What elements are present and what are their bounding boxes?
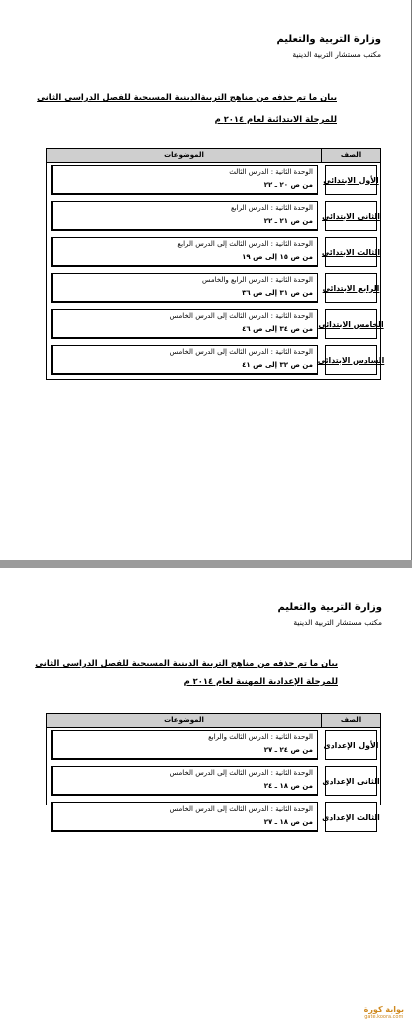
header-topics: الموضوعات (47, 714, 322, 727)
pages-line: من ص ٣٤ إلى ص ٤٦ (242, 325, 313, 333)
topics-cell (51, 165, 318, 195)
watermark-logo-text: بوابة كورة (363, 1005, 404, 1014)
document-subtitle: للمرحلة الابتدائية لعام ٢٠١٤ م (214, 114, 337, 124)
table-row (47, 764, 380, 799)
topics-cell (51, 802, 318, 832)
topic-line: الوحدة الثانية : الدرس الثالث إلى الدرس الخامس (169, 769, 313, 777)
pages-line: من ص ١٨ ـ ٢٧ (263, 818, 313, 826)
pages-line: من ص ١٥ إلى ص ١٩ (242, 253, 313, 261)
ministry-name: وزارة التربية والتعليم (277, 602, 382, 613)
curriculum-table (46, 713, 381, 826)
topics-cell (51, 730, 318, 760)
document-title: بيان ما تم حذفه من مناهج التربية الدينية المسيحية للفصل الدراسى الثانى (35, 658, 338, 668)
header-grade: الصف (340, 151, 362, 159)
document-subtitle: للمرحلة الإعدادية المهنية لعام ٢٠١٤ م (183, 676, 338, 686)
topic-line: الوحدة الثانية : الدرس الثالث إلى الدرس الخامس (169, 348, 313, 356)
table-row (47, 800, 380, 835)
office-name: مكتب مستشار التربية الدينية (292, 50, 381, 59)
topics-cell (51, 201, 318, 231)
header-topics: الموضوعات (47, 149, 322, 162)
table-row (47, 235, 380, 270)
table-row (47, 307, 384, 342)
site-watermark (364, 1005, 404, 1020)
pages-line: من ص ٣٢ إلى ص ٤١ (242, 361, 313, 369)
topic-line: الوحدة الثانية : الدرس الرابع والخامس (201, 276, 313, 284)
pages-line: من ص ٢٠ ـ ٢٢ (263, 181, 313, 189)
pages-line: من ص ٢١ ـ ٢٢ (263, 217, 313, 225)
grade-cell: السادس الابتدائى (325, 345, 377, 375)
table-row (47, 343, 385, 378)
table-header (47, 714, 380, 728)
grade-cell: الثانى الابتدائى (325, 201, 377, 231)
curriculum-table (46, 148, 385, 380)
grade-cell: الثانى الإعدادى (325, 766, 377, 796)
grade-cell: الثالث الابتدائى (325, 237, 377, 267)
ministry-name: وزارة التربية والتعليم (276, 34, 381, 45)
topic-line: الوحدة الثانية : الدرس الثالث إلى الدرس الخامس (169, 805, 313, 813)
topic-line: الوحدة الثانية : الدرس الثالث والرابع (208, 733, 313, 741)
table-row (47, 728, 380, 763)
document-title: بيان ما تم حذفه من مناهج التربيةالدينية المسيحية للفصل الدراسى الثانى (37, 92, 337, 102)
topic-line: الوحدة الثانية : الدرس الثالث إلى الدرس الخامس (169, 312, 313, 320)
table-row (47, 271, 380, 306)
topics-cell (51, 345, 318, 375)
grade-cell: الثالث الإعدادى (325, 802, 377, 832)
table-row (47, 163, 380, 198)
pages-line: من ص ٢٤ ـ ٢٧ (263, 746, 313, 754)
table-header (47, 149, 380, 163)
topics-cell (51, 309, 318, 339)
topic-line: الوحدة الثانية : الدرس الثالث إلى الدرس الرابع (177, 240, 313, 248)
document-page-2 (0, 568, 412, 1024)
office-name: مكتب مستشار التربية الدينية (293, 618, 382, 627)
table-row (47, 199, 380, 234)
pages-line: من ص ١٨ ـ ٢٤ (263, 782, 313, 790)
header-grade: الصف (340, 716, 362, 724)
grade-cell: الخامس الابتدائى (325, 309, 377, 339)
topic-line: الوحدة الثانية : الدرس الثالث (229, 168, 313, 176)
grade-cell: الأول الإعدادى (325, 730, 377, 760)
watermark-url: gate.koora.com (364, 1014, 404, 1020)
topic-line: الوحدة الثانية : الدرس الرابع (231, 204, 313, 212)
topics-cell (51, 237, 318, 267)
pages-line: من ص ٣١ إلى ص ٣٦ (242, 289, 313, 297)
grade-cell: الأول الابتدائى (325, 165, 377, 195)
grade-cell: الرابع الابتدائى (325, 273, 377, 303)
topics-cell (51, 273, 318, 303)
topics-cell (51, 766, 318, 796)
